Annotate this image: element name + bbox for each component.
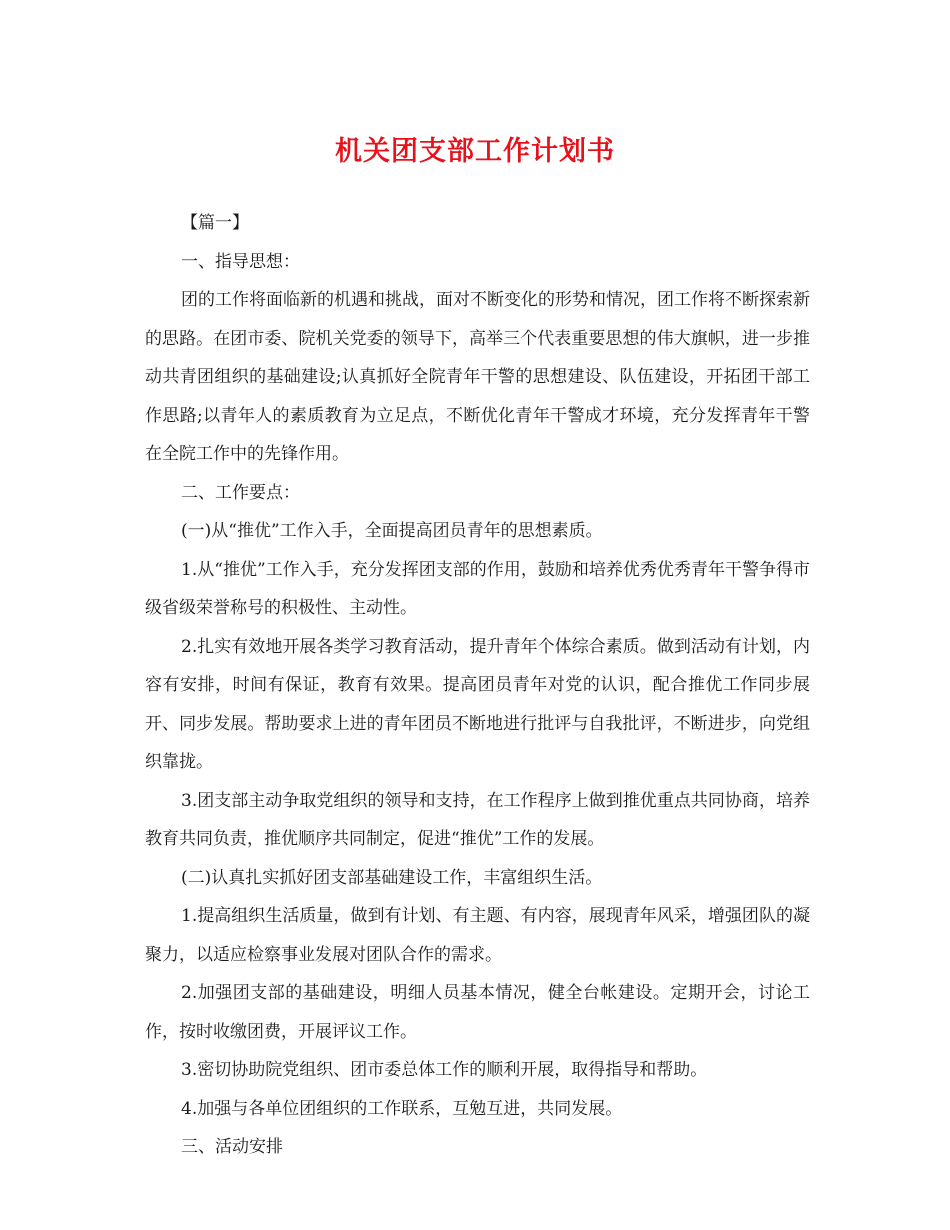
list-item: 4.加强与各单位团组织的工作联系，互勉互进，共同发展。 — [181, 1098, 623, 1119]
list-item: 3.密切协助院党组织、团市委总体工作的顺利开展，取得指导和帮助。 — [181, 1060, 708, 1080]
heading-guiding-ideology: 一、指导思想： — [181, 251, 300, 272]
list-item: 2.加强团支部的基础建设，明细人员基本情况，健全台帐建设。定期开会，讨论工作，按时收缴团费，开展评议工作。 — [145, 983, 810, 1042]
list-item: 1.从“推优”工作入手，充分发挥团支部的作用，鼓励和培养优秀优秀青年干警争得市级省级荣誉称号的积极性、主动性。 — [145, 559, 810, 618]
list-item: 2.扎实有效地开展各类学习教育活动，提升青年个体综合素质。做到活动有计划，内容有安排，时间有保证，教育有效果。提高团员青年对党的认识，配合推优工作同步展开、同步发展。帮助要求上进的青年团员不断地进行批评与自我批评，不断进步，向党组织靠拢。 — [145, 636, 810, 772]
subheading-branch-construction: (二)认真扎实抓好团支部基础建设工作，丰富组织生活。 — [181, 867, 603, 888]
heading-activity-arrangement: 三、活动安排 — [181, 1137, 283, 1157]
subheading-recommend-excellence: (一)从“推优”工作入手，全面提高团员青年的思想素质。 — [181, 521, 603, 541]
document-body — [145, 204, 810, 1167]
document-title: 机关团支部工作计划书 — [335, 136, 615, 167]
list-item: 3.团支部主动争取党组织的领导和支持，在工作程序上做到推优重点共同协商，培养教育共同负责，推优顺序共同制定，促进“推优”工作的发展。 — [145, 790, 810, 849]
heading-work-points: 二、工作要点： — [181, 482, 300, 503]
list-item: 1.提高组织生活质量，做到有计划、有主题、有内容，展现青年风采，增强团队的凝聚力，以适应检察事业发展对团队合作的需求。 — [145, 906, 810, 965]
section-marker: 【篇一】 — [181, 213, 249, 233]
paragraph-guiding-ideology: 团的工作将面临新的机遇和挑战，面对不断变化的形势和情况，团工作将不断探索新的思路。在团市委、院机关党委的领导下，高举三个代表重要思想的伟大旗帜，进一步推动共青团组织的基础建设;认真抓好全院青年干警的思想建设、队伍建设，开拓团干部工作思路;以青年人的素质教育为立足点，不断优化青年干警成才环境，充分发挥青年干警在全院工作中的先锋作用。 — [145, 290, 810, 464]
